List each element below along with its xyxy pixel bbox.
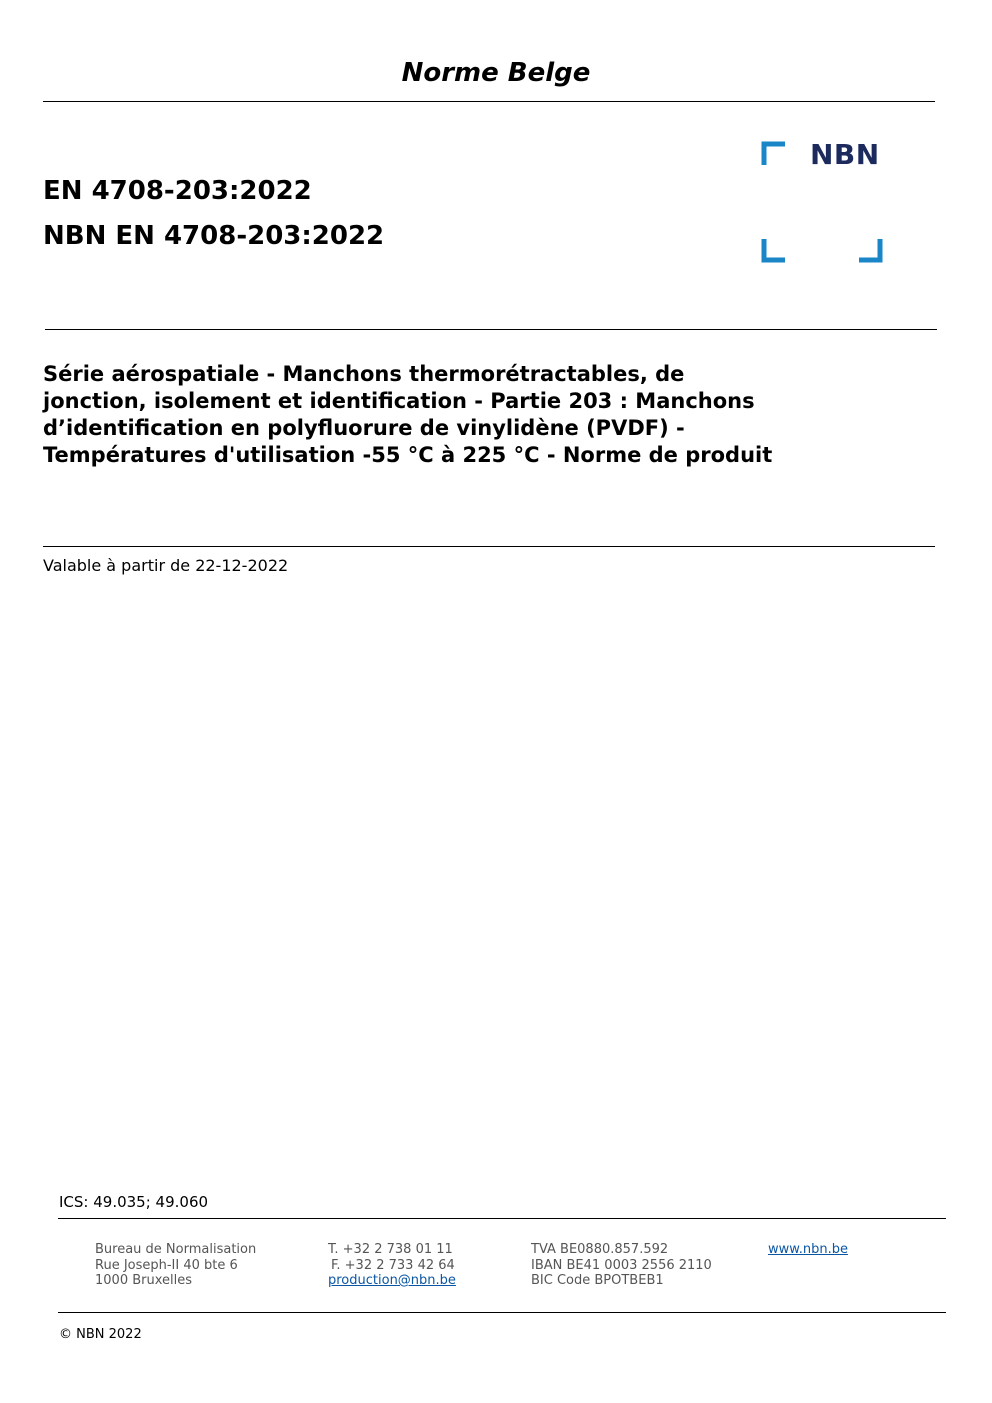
subject-line: Série aérospatiale - Manchons thermorétractables, de (43, 362, 685, 386)
standard-reference-en: EN 4708-203:2022 (43, 176, 312, 206)
footer-address (95, 1242, 256, 1289)
website-link[interactable]: www.nbn.be (768, 1242, 848, 1257)
subject-line: jonction, isolement et identification - Partie 203 : Manchons (43, 389, 755, 413)
footer-bottom-divider (58, 1312, 946, 1313)
subject-line: Températures d'utilisation -55 °C à 225 °C - Norme de produit (43, 443, 773, 467)
page-header-title: Norme Belge (401, 58, 591, 88)
copyright-notice: © NBN 2022 (59, 1327, 142, 1342)
standard-reference-nbn: NBN EN 4708-203:2022 (43, 221, 385, 251)
address-line: Rue Joseph-II 40 bte 6 (95, 1257, 238, 1273)
footer-contact (328, 1242, 456, 1289)
address-line: Bureau de Normalisation (95, 1242, 257, 1257)
header-divider (43, 101, 935, 102)
footer-top-divider (58, 1218, 946, 1219)
footer-bank-details (531, 1242, 712, 1289)
fax-number: F. +32 2 733 42 64 (331, 1257, 455, 1273)
address-line: 1000 Bruxelles (95, 1273, 193, 1288)
logo-text: NBN (810, 138, 880, 171)
iban-number: IBAN BE41 0003 2556 2110 (531, 1257, 712, 1273)
subject-line: d’identification en polyfluorure de vinylidène (PVDF) - (43, 416, 685, 440)
validity-date: Valable à partir de 22-12-2022 (43, 556, 289, 575)
email-link[interactable]: production@nbn.be (328, 1273, 456, 1288)
subject-divider (43, 546, 935, 547)
vat-number: TVA BE0880.857.592 (531, 1242, 669, 1257)
ics-codes: ICS: 49.035; 49.060 (59, 1193, 209, 1211)
footer-website (768, 1242, 848, 1258)
bic-code: BIC Code BPOTBEB1 (531, 1273, 664, 1288)
nbn-logo (760, 140, 886, 264)
standard-subject (43, 361, 943, 469)
phone-number: T. +32 2 738 01 11 (328, 1242, 453, 1257)
title-divider (45, 329, 937, 330)
